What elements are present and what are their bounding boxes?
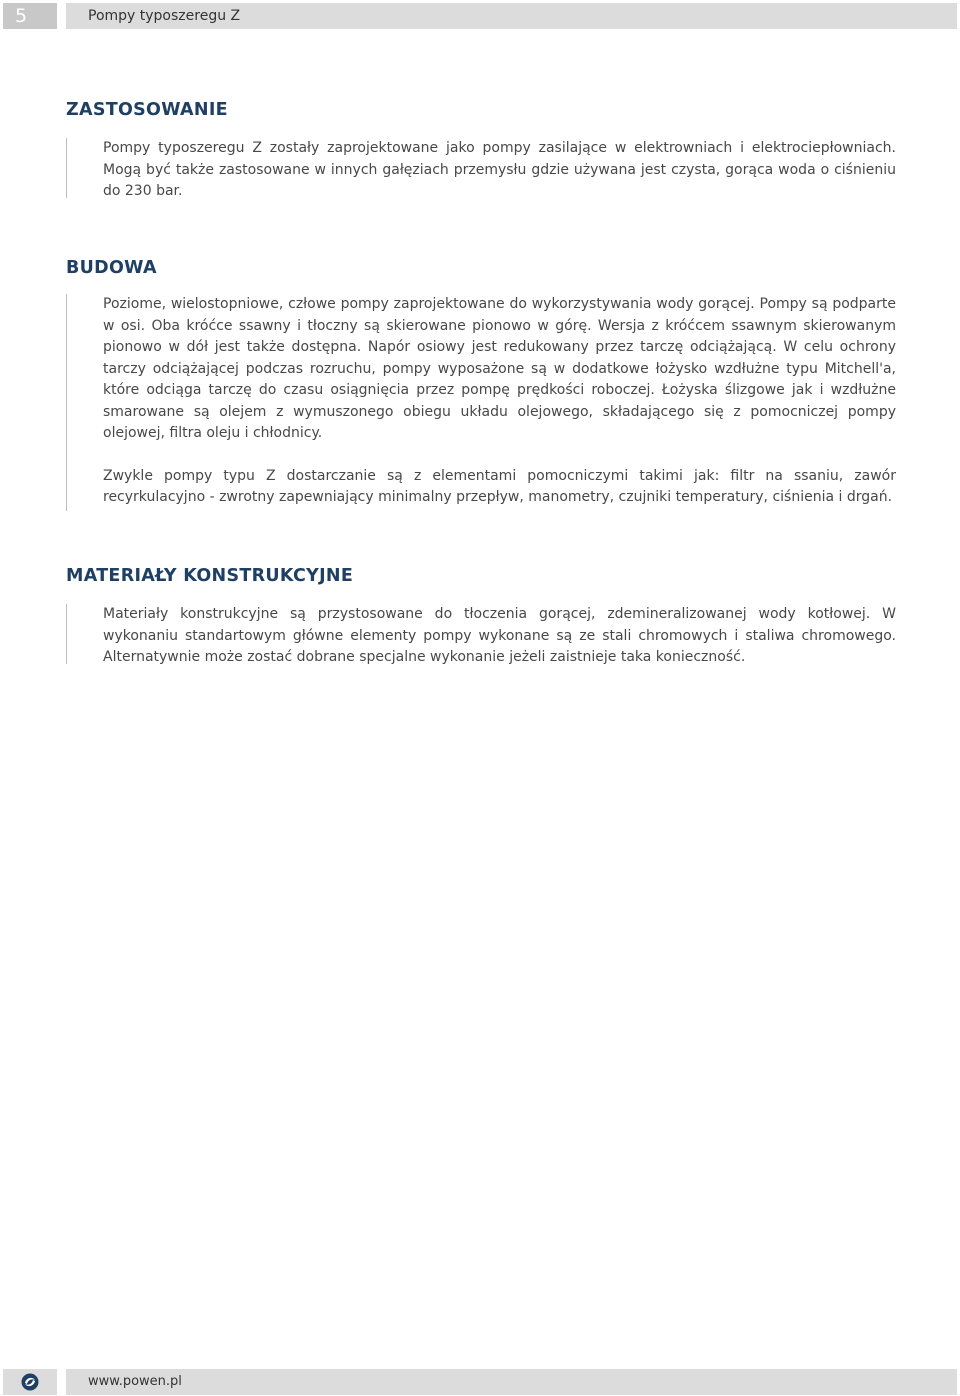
- document-title: Pompy typoszeregu Z: [88, 8, 241, 24]
- paragraph: Pompy typoszeregu Z zostały zaprojektowane jako pompy zasilające w elektrowniach i elektrociepłowniach. Mogą być także zastosowane w innych gałęziach przemysłu gdzie używana jest czysta, gorąca woda o ciśnieniu do 230 bar.: [103, 140, 896, 199]
- heading-zastosowanie: ZASTOSOWANIE: [66, 100, 228, 120]
- section-materialy: [66, 604, 896, 669]
- heading-materialy: MATERIAŁY KONSTRUKCYJNE: [66, 566, 354, 586]
- footer-bar: [66, 1369, 957, 1395]
- page-header: [0, 0, 960, 32]
- page-number: 5: [3, 3, 57, 29]
- heading-budowa: BUDOWA: [66, 258, 157, 278]
- website-link[interactable]: www.powen.pl: [88, 1374, 182, 1389]
- section-divider-line: [66, 604, 67, 664]
- paragraph: Poziome, wielostopniowe, człowe pompy zaprojektowane do wykorzystywania wody gorącej. Pompy są podparte w osi. Oba króćce ssawny i tłoczny są skierowane pionowo w górę. Wersja z króćcem ssawnym skierowanym pionowo w dół jest także dostępna. Napór osiowy jest redukowany przez tarczę odciążającą. W celu ochrony tarczy odciążającej podczas rozruchu, pompy wyposażone są w dodatkowe łożysko wzdłużne typu Mitchell'a, które odciąga tarczę do czasu osiągnięcia przez pompę prędkości roboczej. Łożyska ślizgowe jak i wzdłużne smarowane są olejem z wymuszonego obiegu układu olejowego, składającego się z pomocniczej pompy olejowej, filtra oleju i chłodnicy.: [103, 296, 896, 441]
- page-footer: [0, 1367, 960, 1396]
- section-budowa: [66, 294, 896, 509]
- powen-logo-icon: [21, 1373, 39, 1391]
- section-zastosowanie: [66, 138, 896, 203]
- header-bar: [66, 3, 957, 29]
- paragraph: Materiały konstrukcyjne są przystosowane do tłoczenia gorącej, zdemineralizowanej wody kotłowej. W wykonaniu standartowym główne elementy pompy wykonane są ze stali chromowych i staliwa chromowego. Alternatywnie może zostać dobrane specjalne wykonanie jeżeli zaistnieje taka konieczność.: [103, 606, 896, 665]
- section-divider-line: [66, 138, 67, 198]
- paragraph: Zwykle pompy typu Z dostarczanie są z elementami pomocniczymi takimi jak: filtr na ssaniu, zawór recyrkulacyjno - zwrotny zapewniający minimalny przepływ, manometry, czujniki temperatury, ciśnienia i drgań.: [103, 467, 896, 505]
- logo-box: [3, 1369, 57, 1395]
- section-divider-line: [66, 294, 67, 511]
